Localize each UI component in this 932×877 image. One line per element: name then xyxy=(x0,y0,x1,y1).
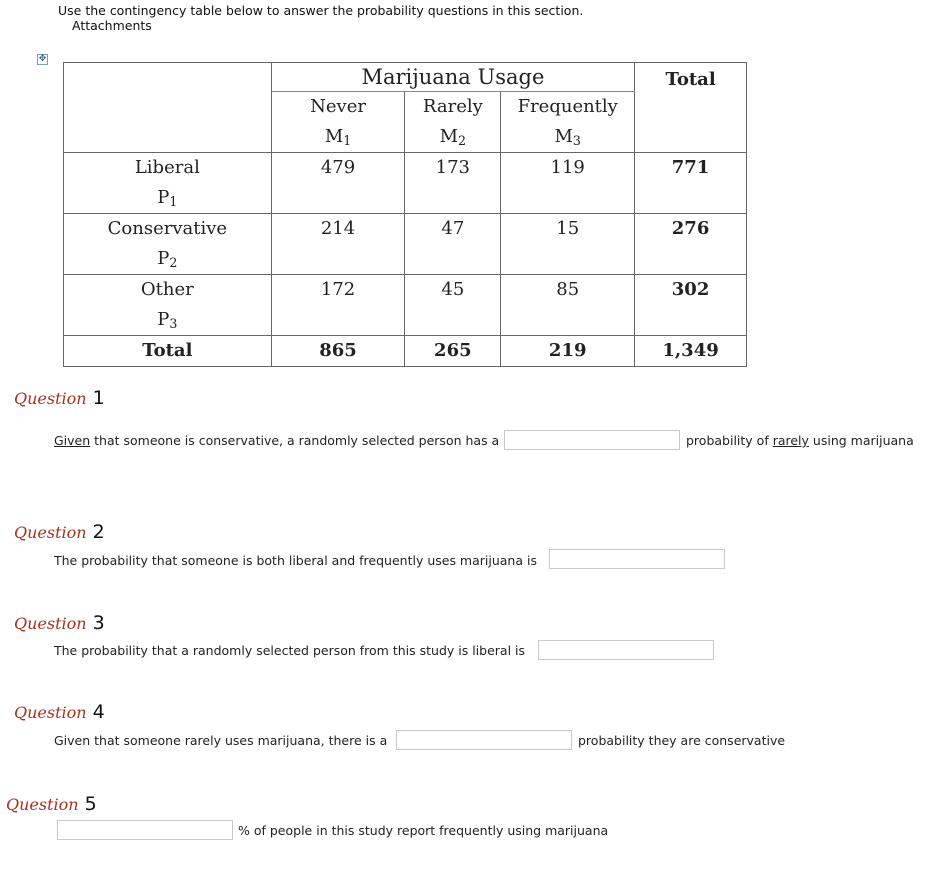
total-header-cell xyxy=(635,63,747,153)
table-cell: 214 xyxy=(271,214,405,275)
table-cell: 47 xyxy=(405,214,501,275)
row-total-cell: 771 xyxy=(635,153,747,214)
question-4-text: Given that someone rarely uses marijuana, there is a xyxy=(54,733,388,748)
total-header: Total xyxy=(665,69,716,90)
column-total-cell: 865 xyxy=(271,336,405,367)
question-1-answer-field[interactable] xyxy=(504,430,680,450)
table-cell: 85 xyxy=(501,275,635,336)
column-total-cell: 265 xyxy=(405,336,501,367)
question-3-title: Question 3 xyxy=(14,612,105,634)
row-header-total: Total xyxy=(64,336,272,367)
question-1-text: Given that someone is conservative, a randomly selected person has a xyxy=(54,433,500,448)
row-header-liberal: Liberal P1 xyxy=(64,153,272,214)
question-4-text-after: probability they are conservative xyxy=(578,733,786,748)
question-1-text-after: probability of rarely using marijuana xyxy=(686,433,914,448)
attachments-label: Attachments xyxy=(72,18,152,33)
table-header-row xyxy=(64,63,747,92)
column-total-cell: 219 xyxy=(501,336,635,367)
table-corner-cell xyxy=(64,63,272,153)
row-header-conservative: Conservative P2 xyxy=(64,214,272,275)
totals-row xyxy=(64,336,747,367)
question-3-answer-field[interactable] xyxy=(538,640,714,660)
question-3-text: The probability that a randomly selected person from this study is liberal is xyxy=(54,643,526,658)
question-4-answer-field[interactable] xyxy=(396,730,572,750)
table-row xyxy=(64,275,747,336)
table-cell: 173 xyxy=(405,153,501,214)
table-cell: 45 xyxy=(405,275,501,336)
contingency-table xyxy=(63,62,747,367)
question-5-answer-field[interactable] xyxy=(57,820,233,840)
question-1-title: Question 1 xyxy=(14,387,105,409)
instructions-text: Use the contingency table below to answer the probability questions in this section. xyxy=(58,3,584,18)
question-5-text: % of people in this study report frequently using marijuana xyxy=(238,823,609,838)
column-header-frequently: Frequently M3 xyxy=(501,92,635,153)
question-2-title: Question 2 xyxy=(14,521,105,543)
column-header-never: Never M1 xyxy=(271,92,405,153)
table-cell: 172 xyxy=(271,275,405,336)
table-row xyxy=(64,214,747,275)
table-cell: 15 xyxy=(501,214,635,275)
question-2-text: The probability that someone is both liberal and frequently uses marijuana is xyxy=(54,553,537,568)
table-row xyxy=(64,153,747,214)
row-total-cell: 276 xyxy=(635,214,747,275)
row-header-other: Other P3 xyxy=(64,275,272,336)
question-5-title: Question 5 xyxy=(6,793,97,815)
question-4-title: Question 4 xyxy=(14,701,105,723)
question-2-answer-field[interactable] xyxy=(549,549,725,569)
table-caption-cell xyxy=(271,63,634,92)
move-handle-icon[interactable]: ✥ xyxy=(38,54,47,64)
table-cell: 479 xyxy=(271,153,405,214)
row-total-cell: 302 xyxy=(635,275,747,336)
table-caption: Marijuana Usage xyxy=(361,65,545,89)
column-header-rarely: Rarely M2 xyxy=(405,92,501,153)
table-cell: 119 xyxy=(501,153,635,214)
grand-total-cell: 1,349 xyxy=(635,336,747,367)
